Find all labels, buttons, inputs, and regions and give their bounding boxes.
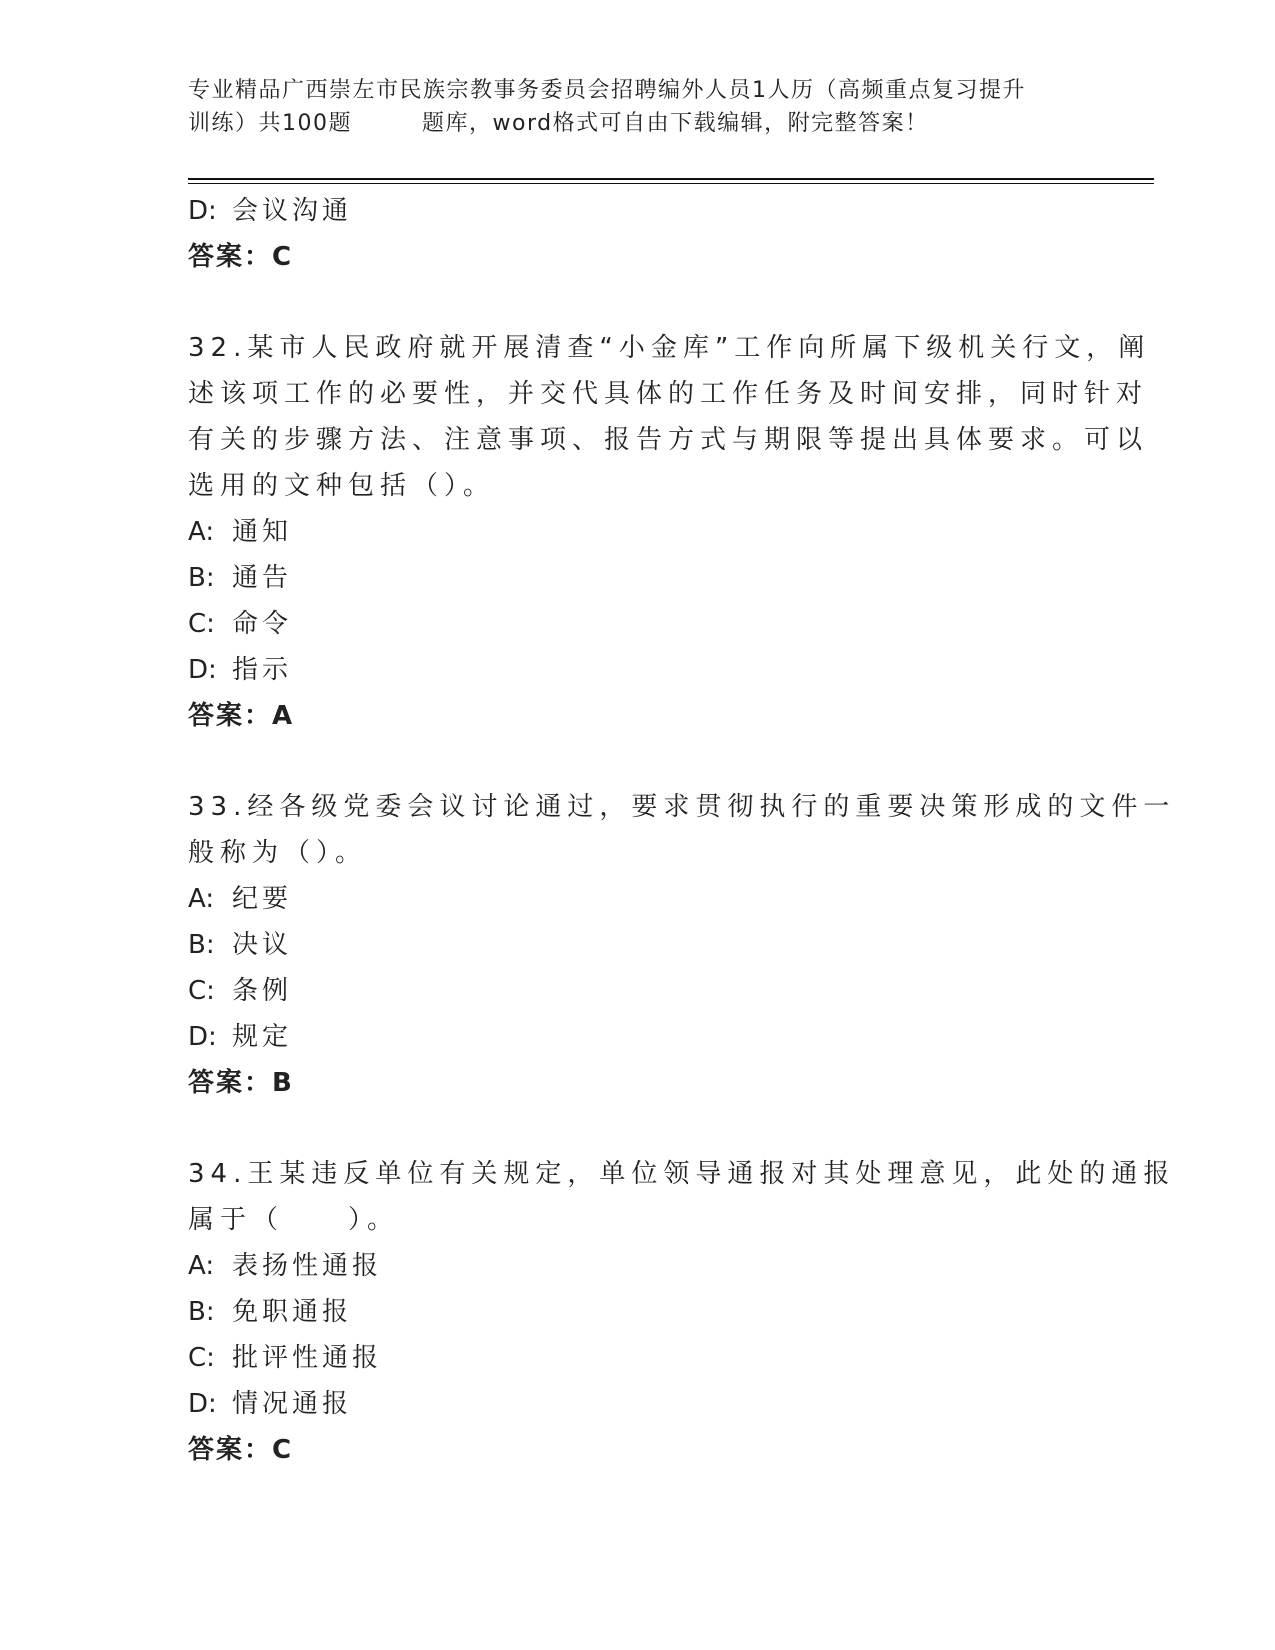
- option-a: [188, 509, 1088, 555]
- page-header: [188, 74, 1088, 140]
- option-text: 免职通报: [232, 1297, 353, 1327]
- option-c: [188, 1335, 1088, 1381]
- option-key: A:: [188, 884, 215, 914]
- option-c: [188, 601, 1088, 647]
- option-key: B:: [188, 930, 215, 960]
- question-text-line: 有关的步骤方法、注意事项、报告方式与期限等提出具体要求。可以: [188, 425, 1149, 455]
- answer-label: 答案：: [188, 701, 273, 731]
- document-body: [188, 188, 1176, 1473]
- option-text: 纪要: [232, 884, 293, 914]
- option-key: C:: [188, 976, 215, 1006]
- option-c: [188, 968, 1088, 1014]
- question-text-line: 33.经各级党委会议讨论通过，要求贯彻执行的重要决策形成的文件一: [188, 792, 1176, 822]
- question-34: [188, 1151, 1176, 1473]
- question-text-line: 述该项工作的必要性，并交代具体的工作任务及时间安排，同时针对: [188, 379, 1149, 409]
- header-divider-thin: [188, 183, 1154, 184]
- header-divider-thick: [188, 178, 1154, 180]
- option-key: B:: [188, 563, 215, 593]
- option-key: D:: [188, 196, 217, 226]
- question-text-line: 属于（ ）。: [188, 1205, 400, 1235]
- option-b: [188, 922, 1088, 968]
- answer-label: 答案：: [188, 1068, 273, 1098]
- question-text-line: 选用的文种包括（）。: [188, 471, 496, 501]
- header-line-2-part-a: 训练）共100题: [188, 111, 352, 136]
- option-key: D:: [188, 655, 217, 685]
- option-text: 决议: [232, 930, 293, 960]
- option-text: 指示: [232, 655, 293, 685]
- answer-value: C: [272, 1435, 294, 1465]
- answer-line: [188, 234, 1088, 280]
- option-key: A:: [188, 517, 215, 547]
- option-text: 通知: [232, 517, 293, 547]
- option-key: D:: [188, 1389, 217, 1419]
- option-text: 表扬性通报: [232, 1251, 383, 1281]
- option-text: 情况通报: [232, 1389, 353, 1419]
- option-text: 条例: [232, 976, 293, 1006]
- option-text: 命令: [232, 609, 293, 639]
- option-key: D:: [188, 1022, 217, 1052]
- answer-value: A: [272, 701, 295, 731]
- option-text: 批评性通报: [232, 1343, 383, 1373]
- question-text-line: 般称为（）。: [188, 838, 368, 868]
- answer-value: B: [272, 1068, 294, 1098]
- header-line-2-part-b: 题库，word格式可自由下载编辑，附完整答案！: [422, 111, 929, 136]
- option-a: [188, 1243, 1088, 1289]
- option-d: [188, 1014, 1088, 1060]
- answer-line: [188, 693, 1088, 739]
- question-33: [188, 784, 1176, 1106]
- option-text: 通告: [232, 563, 293, 593]
- option-key: C:: [188, 609, 215, 639]
- option-b: [188, 555, 1088, 601]
- header-line-1: 专业精品广西崇左市民族宗教事务委员会招聘编外人员1人历（高频重点复习提升: [188, 78, 1026, 103]
- option-a: [188, 876, 1088, 922]
- answer-value: C: [272, 242, 294, 272]
- option-key: C:: [188, 1343, 215, 1373]
- option-key: B:: [188, 1297, 215, 1327]
- answer-label: 答案：: [188, 242, 273, 272]
- option-d: [188, 188, 1088, 234]
- question-text-line: 32.某市人民政府就开展清查“小金库”工作向所属下级机关行文，阐: [188, 333, 1151, 363]
- answer-line: [188, 1060, 1088, 1106]
- answer-label: 答案：: [188, 1435, 273, 1465]
- option-text: 规定: [232, 1022, 293, 1052]
- question-32: [188, 325, 1151, 739]
- option-d: [188, 1381, 1088, 1427]
- header-line-2: [188, 107, 1088, 140]
- previous-question-tail: [188, 188, 1088, 280]
- question-text-line: 34.王某违反单位有关规定，单位领导通报对其处理意见，此处的通报: [188, 1159, 1176, 1189]
- option-b: [188, 1289, 1088, 1335]
- answer-line: [188, 1427, 1088, 1473]
- option-key: A:: [188, 1251, 215, 1281]
- option-text: 会议沟通: [232, 196, 353, 226]
- option-d: [188, 647, 1088, 693]
